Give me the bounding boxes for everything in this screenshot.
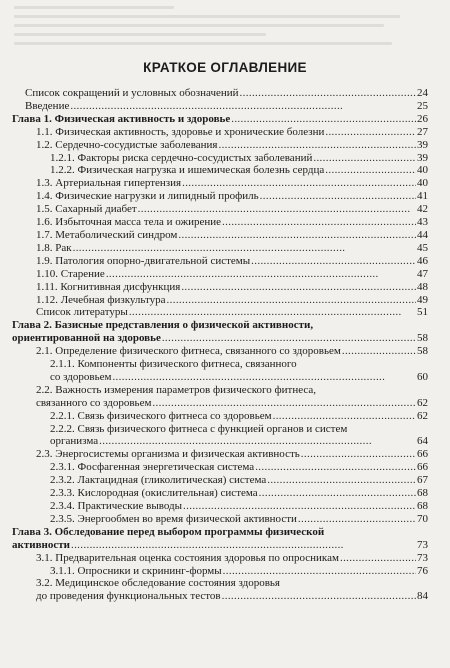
toc-entry-title: Список литературы <box>36 306 128 319</box>
toc-entry-title: 1.12. Лечебная физкультура <box>36 293 166 306</box>
dot-leader <box>218 139 416 152</box>
toc-line <box>12 113 428 126</box>
toc-page-number: 58 <box>417 332 428 345</box>
table-of-contents <box>12 87 428 603</box>
toc-line <box>12 306 428 319</box>
dot-leader <box>267 474 416 487</box>
dot-leader <box>181 281 416 294</box>
toc-entry[interactable] <box>12 577 428 603</box>
toc-entry[interactable] <box>12 565 428 578</box>
toc-entry-title: 2.3.3. Кислородная (окислительная) система <box>50 487 258 500</box>
toc-page-number: 25 <box>417 99 428 112</box>
toc-line <box>12 164 428 177</box>
toc-line <box>12 294 428 307</box>
toc-entry[interactable] <box>12 203 428 216</box>
toc-entry-title: 1.6. Избыточная масса тела и ожирение <box>36 216 222 229</box>
toc-entry[interactable] <box>12 513 428 526</box>
toc-entry[interactable] <box>12 216 428 229</box>
dot-leader <box>223 565 416 578</box>
toc-entry[interactable] <box>12 164 428 177</box>
dot-leader <box>99 435 416 448</box>
bleed-through-text <box>14 0 434 62</box>
dot-leader <box>222 590 416 603</box>
dot-leader <box>112 371 416 384</box>
dot-leader <box>342 345 416 358</box>
toc-entry-title: 3.1.1. Опросники и скрининг-формы <box>50 564 222 577</box>
toc-entry-title: 1.9. Патология опорно-двигательной системы <box>36 254 251 267</box>
toc-line <box>12 229 428 242</box>
toc-entry-title: 2.2.1. Связь физического фитнеса со здоровьем <box>50 409 272 422</box>
toc-entry-title: 1.5. Сахарный диабет <box>36 203 137 216</box>
dot-leader <box>313 152 416 165</box>
toc-line <box>12 332 428 345</box>
toc-chapter-entry[interactable] <box>12 526 428 552</box>
dot-leader <box>178 229 416 242</box>
toc-entry-title: 3.2. Медицинское обследование состояния здоровья <box>36 577 280 590</box>
toc-entry-title: 1.11. Когнитивная дисфункция <box>36 280 181 293</box>
toc-page-number: 44 <box>417 228 428 241</box>
toc-line <box>12 255 428 268</box>
toc-entry[interactable] <box>12 552 428 565</box>
toc-entry[interactable] <box>12 384 428 410</box>
toc-page-number: 48 <box>417 280 428 293</box>
toc-chapter-entry[interactable] <box>12 113 428 126</box>
toc-line <box>12 448 428 461</box>
toc-page-number: 41 <box>417 190 428 203</box>
toc-entry[interactable] <box>12 294 428 307</box>
toc-page-number: 60 <box>417 370 428 383</box>
toc-page-number: 45 <box>417 241 428 254</box>
toc-page-number: 62 <box>417 396 428 409</box>
toc-page-number: 47 <box>417 267 428 280</box>
toc-entry-title: 2.1. Определение физического фитнеса, связанного со здоровьем <box>36 345 341 358</box>
toc-page-number: 66 <box>417 448 428 461</box>
toc-page-number: 46 <box>417 254 428 267</box>
toc-page-number: 68 <box>417 487 428 500</box>
toc-entry[interactable] <box>12 487 428 500</box>
toc-page-number: 39 <box>417 151 428 164</box>
toc-page-number: 73 <box>417 551 428 564</box>
dot-leader <box>71 539 416 552</box>
toc-page-number: 27 <box>417 125 428 138</box>
toc-line <box>12 281 428 294</box>
toc-entry-title: активности <box>12 538 70 551</box>
toc-entry[interactable] <box>12 139 428 152</box>
toc-page-number: 62 <box>417 409 428 422</box>
toc-page-number: 40 <box>417 164 428 177</box>
dot-leader <box>231 113 416 126</box>
toc-line <box>12 139 428 152</box>
dot-leader <box>162 332 416 345</box>
toc-entry[interactable] <box>12 190 428 203</box>
toc-line <box>12 590 428 603</box>
toc-entry-title: 1.2.1. Факторы риска сердечно-сосудистых заболеваний <box>50 151 313 164</box>
toc-entry[interactable] <box>12 410 428 423</box>
dot-leader <box>273 410 416 423</box>
toc-line <box>12 526 428 539</box>
toc-line <box>12 552 428 565</box>
toc-entry[interactable] <box>12 461 428 474</box>
toc-entry-title: 2.1.1. Компоненты физического фитнеса, связанного <box>50 358 297 371</box>
toc-entry-title: 2.3.2. Лактацидная (гликолитическая) система <box>50 474 267 487</box>
dot-leader <box>70 100 416 113</box>
toc-line <box>12 152 428 165</box>
toc-entry[interactable] <box>12 474 428 487</box>
toc-entry[interactable] <box>12 448 428 461</box>
toc-entry-title: 1.10. Старение <box>36 267 105 280</box>
toc-entry-title: 1.2.2. Физическая нагрузка и ишемическая болезнь сердца <box>50 164 325 177</box>
toc-page-number: 49 <box>417 293 428 306</box>
toc-entry[interactable] <box>12 87 428 100</box>
toc-line <box>12 397 428 410</box>
toc-entry-title: 1.1. Физическая активность, здоровье и хронические болезни <box>36 125 325 138</box>
toc-entry-title: 1.3. Артериальная гипертензия <box>36 177 182 190</box>
toc-entry-title: 2.3.1. Фосфагенная энергетическая система <box>50 461 255 474</box>
toc-entry[interactable] <box>12 229 428 242</box>
toc-entry-title: 1.7. Метаболический синдром <box>36 228 178 241</box>
toc-entry-title: Глава 2. Базисные представления о физической активности, <box>12 319 314 332</box>
toc-entry[interactable] <box>12 242 428 255</box>
toc-entry-title: 2.2.2. Связь физического фитнеса с функцией органов и систем <box>50 422 348 435</box>
dot-leader <box>259 487 416 500</box>
toc-entry[interactable] <box>12 126 428 139</box>
toc-entry[interactable] <box>12 152 428 165</box>
toc-page-number: 67 <box>417 474 428 487</box>
toc-line <box>12 100 428 113</box>
dot-leader <box>325 164 416 177</box>
toc-line <box>12 384 428 397</box>
toc-line <box>12 242 428 255</box>
toc-entry-title: 1.2. Сердечно-сосудистые заболевания <box>36 138 218 151</box>
toc-entry[interactable] <box>12 281 428 294</box>
toc-entry[interactable] <box>12 177 428 190</box>
dot-leader <box>222 216 416 229</box>
toc-line <box>12 539 428 552</box>
toc-line <box>12 268 428 281</box>
toc-entry-title: 2.3. Энергосистемы организма и физическая активность <box>36 448 300 461</box>
toc-entry-title: организма <box>50 435 99 448</box>
toc-entry-title: связанного со здоровьем <box>36 396 152 409</box>
toc-line <box>12 358 428 371</box>
toc-line <box>12 474 428 487</box>
toc-line <box>12 577 428 590</box>
toc-chapter-entry[interactable] <box>12 319 428 345</box>
toc-entry[interactable] <box>12 268 428 281</box>
toc-entry[interactable] <box>12 358 428 384</box>
toc-entry-title: ориентированной на здоровье <box>12 332 161 345</box>
toc-entry-title: до проведения функциональных тестов <box>36 590 221 603</box>
dot-leader <box>106 268 416 281</box>
toc-page-number: 26 <box>417 112 428 125</box>
dot-leader <box>325 126 416 139</box>
toc-entry[interactable] <box>12 345 428 358</box>
toc-line <box>12 203 428 216</box>
toc-entry-title: 2.2. Важность измерения параметров физического фитнеса, <box>36 383 317 396</box>
toc-entry-title: Введение <box>25 99 70 112</box>
toc-page-number: 73 <box>417 538 428 551</box>
toc-line <box>12 461 428 474</box>
dot-leader <box>138 203 416 216</box>
toc-entry-title: 2.3.5. Энергообмен во время физической активности <box>50 512 297 525</box>
toc-page-number: 42 <box>417 203 428 216</box>
toc-line <box>12 423 428 436</box>
toc-page-number: 84 <box>417 590 428 603</box>
toc-entry-title: 1.4. Физические нагрузки и липидный профиль <box>36 190 259 203</box>
dot-leader <box>240 87 416 100</box>
toc-entry[interactable] <box>12 423 428 449</box>
toc-page-number: 43 <box>417 216 428 229</box>
dot-leader <box>183 500 416 513</box>
toc-page-number: 68 <box>417 500 428 512</box>
toc-line <box>12 487 428 500</box>
dot-leader <box>251 255 416 268</box>
toc-entry[interactable] <box>12 255 428 268</box>
toc-page-number: 70 <box>417 512 428 525</box>
toc-line <box>12 410 428 423</box>
toc-entry-title: Глава 1. Физическая активность и здоровье <box>12 112 231 125</box>
dot-leader <box>152 397 416 410</box>
toc-line <box>12 216 428 229</box>
toc-entry-title: 3.1. Предварительная оценка состояния здоровья по опросникам <box>36 551 339 564</box>
toc-page-number: 51 <box>417 306 428 319</box>
dot-leader <box>167 294 416 307</box>
toc-line <box>12 126 428 139</box>
toc-entry-title: 2.3.4. Практические выводы <box>50 500 183 512</box>
toc-line <box>12 371 428 384</box>
dot-leader <box>340 552 416 565</box>
toc-entry-title: Глава 3. Обследование перед выбором программы физической <box>12 525 325 538</box>
toc-page-number: 39 <box>417 138 428 151</box>
toc-page-number: 76 <box>417 564 428 577</box>
toc-entry-title: Список сокращений и условных обозначений <box>25 87 239 99</box>
toc-entry[interactable] <box>12 100 428 113</box>
toc-page-number: 58 <box>417 345 428 358</box>
toc-line <box>12 565 428 578</box>
toc-line <box>12 87 428 100</box>
toc-line <box>12 177 428 190</box>
toc-page-number: 64 <box>417 435 428 448</box>
dot-leader <box>129 306 416 319</box>
toc-line <box>12 190 428 203</box>
dot-leader <box>260 190 416 203</box>
toc-page-number: 66 <box>417 461 428 474</box>
page-title: КРАТКОЕ ОГЛАВЛЕНИЕ <box>143 60 307 75</box>
toc-line <box>12 500 428 513</box>
toc-line <box>12 345 428 358</box>
dot-leader <box>301 448 416 461</box>
toc-page-number: 40 <box>417 177 428 190</box>
toc-line <box>12 513 428 526</box>
dot-leader <box>73 242 416 255</box>
dot-leader <box>255 461 416 474</box>
dot-leader <box>298 513 416 526</box>
toc-entry-title: со здоровьем <box>50 370 112 383</box>
toc-entry[interactable] <box>12 306 428 319</box>
toc-entry-title: 1.8. Рак <box>36 241 72 254</box>
toc-entry[interactable] <box>12 500 428 513</box>
dot-leader <box>182 177 416 190</box>
toc-page-number: 24 <box>417 87 428 99</box>
toc-line <box>12 319 428 332</box>
toc-line <box>12 435 428 448</box>
